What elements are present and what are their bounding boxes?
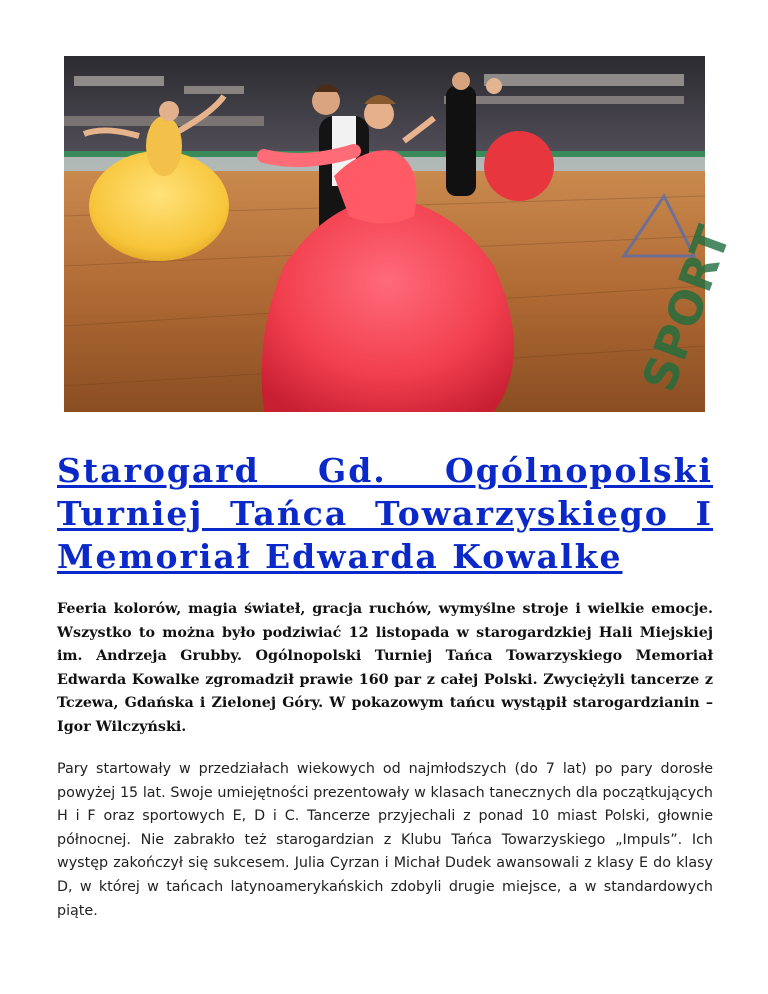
article-lead: Feeria kolorów, magia świateł, gracja ruchów, wymyślne stroje i wielkie emocje. Wszystko to można było podziwiać 12 listopada w starogardzkiej Hali Miejskiej im. Andrzeja Grubby. Ogólnopolski Turniej Tańca Towarzyskiego Memoriał Edwarda Kowalke zgromadził prawie 160 par z całej Polski. Zwyciężyli tancerze z Tczewa, Gdańska i Zielonej Góry. W pokazowym tańcu wystąpił starogardzianin – Igor Wilczyński. [57, 601, 713, 735]
article-title-link[interactable] [57, 449, 713, 578]
svg-text:SPORT: SPORT [631, 219, 741, 399]
ballroom-dancers-image [64, 56, 741, 412]
article-body-paragraph: Pary startowały w przedziałach wiekowych od najmłodszych (do 7 lat) po pary dorosłe powyżej 15 lat. Swoje umiejętności prezentowały w klasach tanecznych dla początkujących H i F oraz sportowych E, D i C. Tancerze przyjechali z ponad 10 miast Polski, głownie północnej. Nie zabrakło też starogardzian z Klubu Tańca Towarzyskiego „Impuls”. Ich występ zakończył się sukcesem. Julia Cyrzan i Michał Dudek awansowali z klasy E do klasy D, w której w tańcach latynoamerykańskich zdobyli drugie miejsce, a w standardowych piąte. [57, 761, 713, 919]
article-photo [64, 56, 741, 412]
article-title-text[interactable]: Starogard Gd. Ogólnopolski Turniej Tańca Towarzyskiego I Memoriał Edwarda Kowalke [57, 451, 713, 576]
